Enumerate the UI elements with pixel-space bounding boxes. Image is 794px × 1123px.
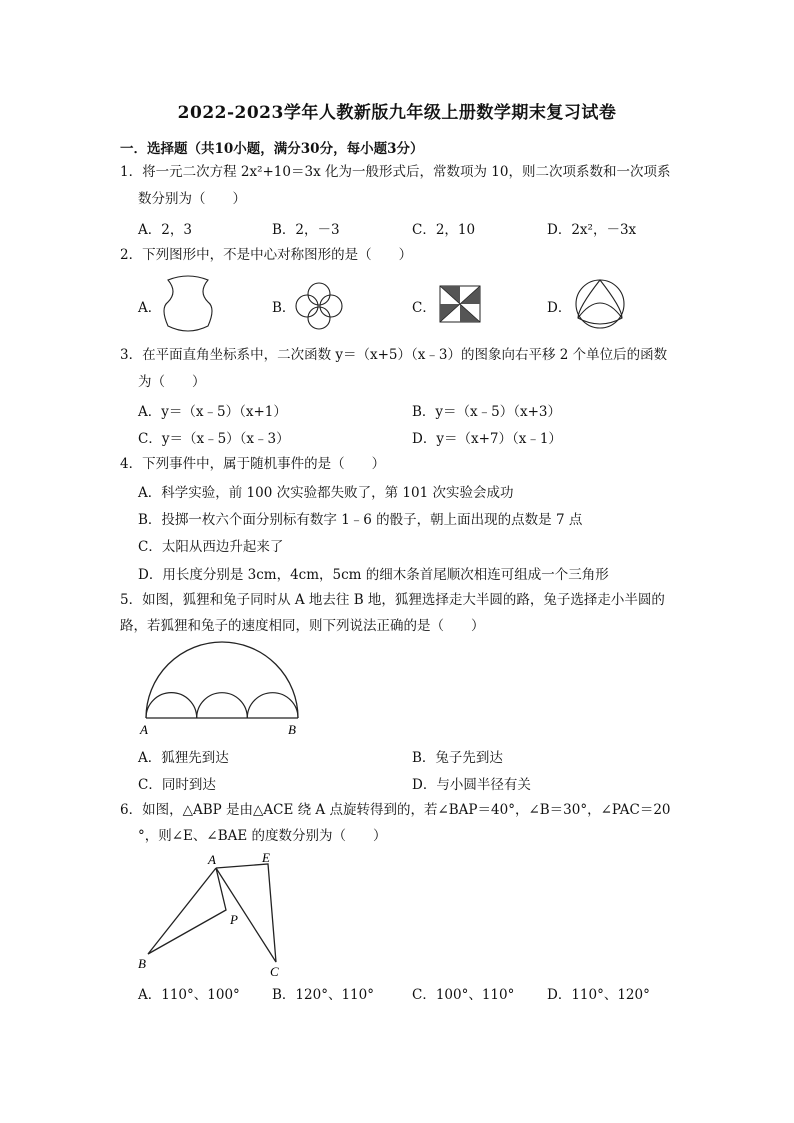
q3-line1: 3．在平面直角坐标系中，二次函数 y＝（x+5）（x﹣3）的图象向右平移 2 个单位后的函数	[120, 347, 668, 363]
q5-semicircle-figure	[138, 640, 308, 740]
q3-option-c: C．y＝（x﹣5）（x﹣3）	[138, 431, 290, 447]
section-heading: 一．选择题（共10小题，满分30分，每小题3分）	[120, 141, 424, 157]
q6-label-b: B	[138, 956, 146, 971]
q4-option-b: B．投掷一枚六个面分别标有数字 1﹣6 的骰子，朝上面出现的点数是 7 点	[138, 512, 583, 528]
q3-option-b: B．y＝（x﹣5）（x+3）	[412, 404, 562, 420]
q6-label-e: E	[262, 850, 270, 865]
q6-label-c: C	[270, 964, 279, 979]
q5-line2: 路，若狐狸和兔子的速度相同，则下列说法正确的是（ ）	[120, 618, 485, 634]
q1-option-d: D．2x²，－3x	[547, 222, 637, 238]
q4-option-d: D．用长度分别是 3cm，4cm，5cm 的细木条首尾顺次相连可组成一个三角形	[138, 567, 609, 583]
q6-option-d: D．110°、120°	[547, 987, 650, 1003]
q2-option-a: A．	[138, 300, 162, 316]
q5-option-b: B．兔子先到达	[412, 750, 503, 766]
q2-figure-a-curved-shape	[158, 274, 218, 334]
q2-figure-b-four-circles	[293, 280, 345, 332]
q3-line2: 为（ ）	[138, 374, 206, 390]
q6-line2: °，则∠E、∠BAE 的度数分别为（ ）	[138, 828, 387, 844]
q2-option-c: C．	[412, 300, 436, 316]
q4-option-a: A．科学实验，前 100 次实验都失败了，第 101 次实验会成功	[138, 485, 514, 501]
q6-label-p: P	[230, 912, 238, 927]
q6-label-a: A	[208, 852, 216, 867]
q2-option-b: B．	[272, 300, 296, 316]
q4-option-c: C．太阳从西边升起来了	[138, 539, 284, 555]
page-title: 2022-2023学年人教新版九年级上册数学期末复习试卷	[177, 103, 617, 123]
q1-line2: 数分别为（ ）	[138, 191, 246, 207]
q5-label-a: A	[140, 722, 148, 737]
q5-option-c: C．同时到达	[138, 777, 216, 793]
q3-option-a: A．y＝（x﹣5）（x+1）	[138, 404, 287, 420]
q5-option-a: A．狐狸先到达	[138, 750, 229, 766]
q5-option-d: D．与小圆半径有关	[412, 777, 531, 793]
q1-option-b: B．2，－3	[272, 222, 340, 238]
q5-label-b: B	[288, 722, 296, 737]
q1-option-a: A．2，3	[138, 222, 192, 238]
q2-option-d: D．	[547, 300, 572, 316]
q3-option-d: D．y＝（x+7）（x﹣1）	[412, 431, 562, 447]
q5-line1: 5．如图，狐狸和兔子同时从 A 地去往 B 地，狐狸选择走大半圆的路，兔子选择走小半圆的	[120, 592, 665, 608]
q6-line1: 6．如图，△ABP 是由△ACE 绕 A 点旋转得到的，若∠BAP＝40°，∠B＝30°，∠PAC＝20	[120, 802, 671, 818]
q6-option-a: A．110°、100°	[138, 987, 240, 1003]
q6-option-b: B．120°、110°	[272, 987, 374, 1003]
q6-option-c: C．100°、110°	[412, 987, 515, 1003]
q4-line1: 4．下列事件中，属于随机事件的是（ ）	[120, 456, 386, 472]
q6-triangle-figure	[134, 850, 294, 980]
q1-option-c: C．2，10	[412, 222, 476, 238]
q2-line1: 2．下列图形中，不是中心对称图形的是（ ）	[120, 247, 413, 263]
q2-figure-c-pinwheel	[438, 284, 484, 324]
q2-figure-d-trefoil	[570, 274, 630, 332]
q1-line1: 1．将一元二次方程 2x²+10＝3x 化为一般形式后，常数项为 10，则二次项系数和一次项系	[120, 164, 671, 180]
